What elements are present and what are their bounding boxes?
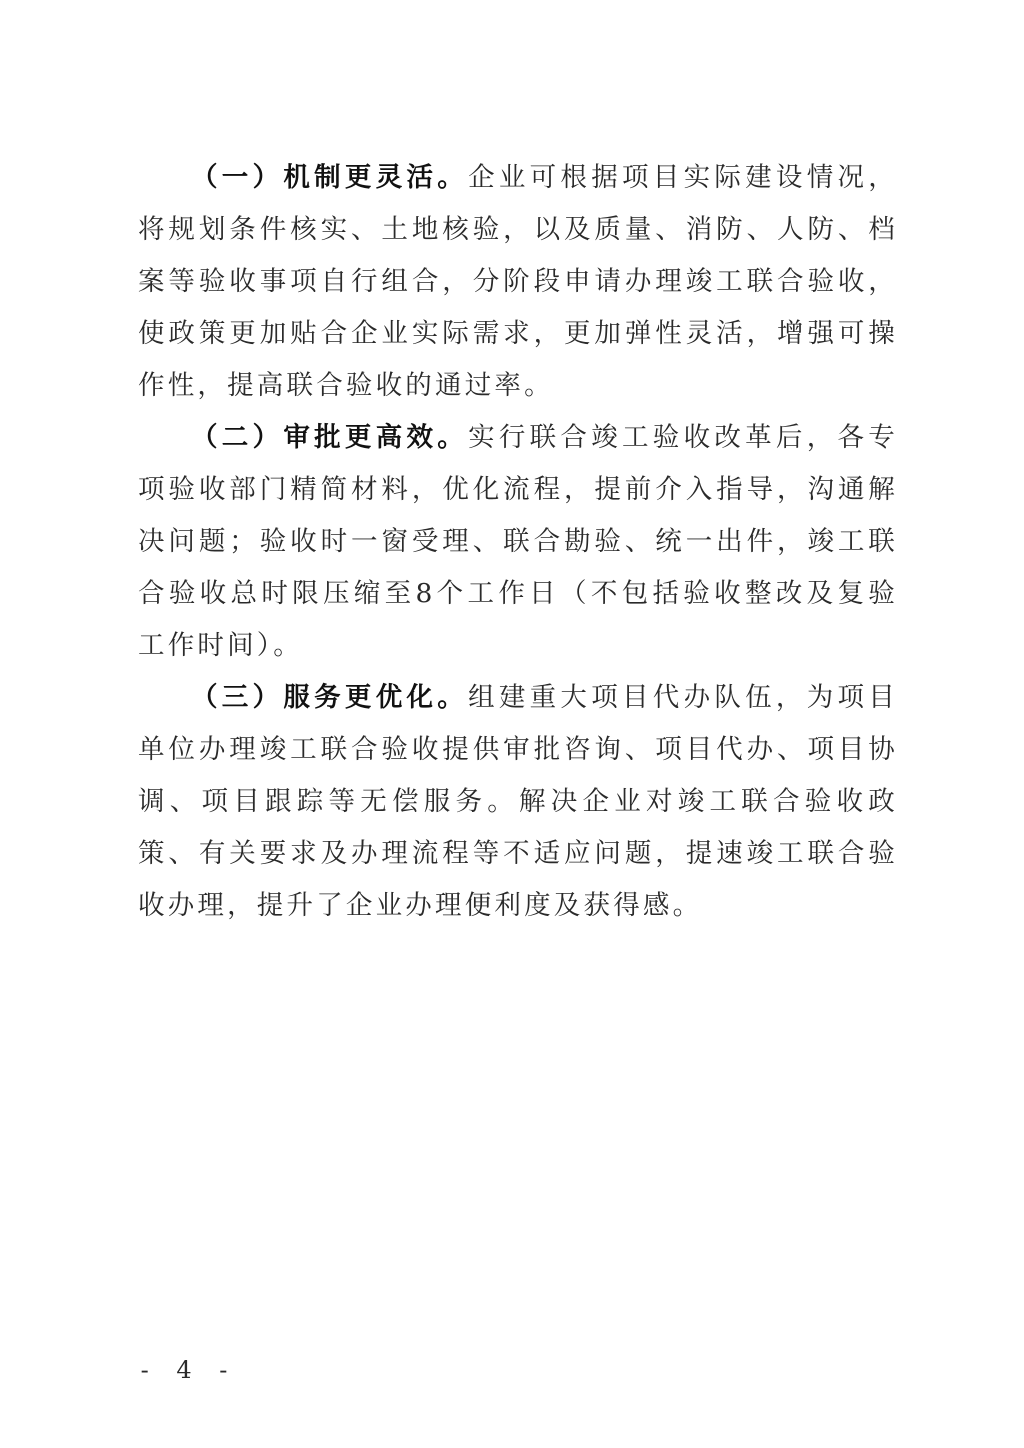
document-body — [138, 152, 898, 932]
paragraph-mechanism — [138, 152, 898, 412]
paragraph-service — [138, 672, 898, 932]
paragraph-approval — [138, 412, 898, 672]
paragraph-text: 实行联合竣工验收改革后，各专项验收部门精简材料，优化流程，提前介入指导，沟通解决问题；验收时一窗受理、联合勘验、统一出件，竣工联合验收总时限压缩至8个工作日（不包括验收整改及复验工作时间）。 — [138, 422, 898, 661]
paragraph-heading: （二）审批更高效。 — [191, 422, 469, 453]
paragraph-text: 企业可根据项目实际建设情况，将规划条件核实、土地核验，以及质量、消防、人防、档案等验收事项自行组合，分阶段申请办理竣工联合验收，使政策更加贴合企业实际需求，更加弹性灵活，增强可操作性，提高联合验收的通过率。 — [138, 162, 898, 401]
paragraph-heading: （一）机制更灵活。 — [191, 162, 469, 193]
page-number: - 4 - — [140, 1356, 238, 1384]
paragraph-heading: （三）服务更优化。 — [191, 682, 469, 713]
paragraph-text: 组建重大项目代办队伍，为项目单位办理竣工联合验收提供审批咨询、项目代办、项目协调、项目跟踪等无偿服务。解决企业对竣工联合验收政策、有关要求及办理流程等不适应问题，提速竣工联合验收办理，提升了企业办理便利度及获得感。 — [138, 682, 898, 921]
